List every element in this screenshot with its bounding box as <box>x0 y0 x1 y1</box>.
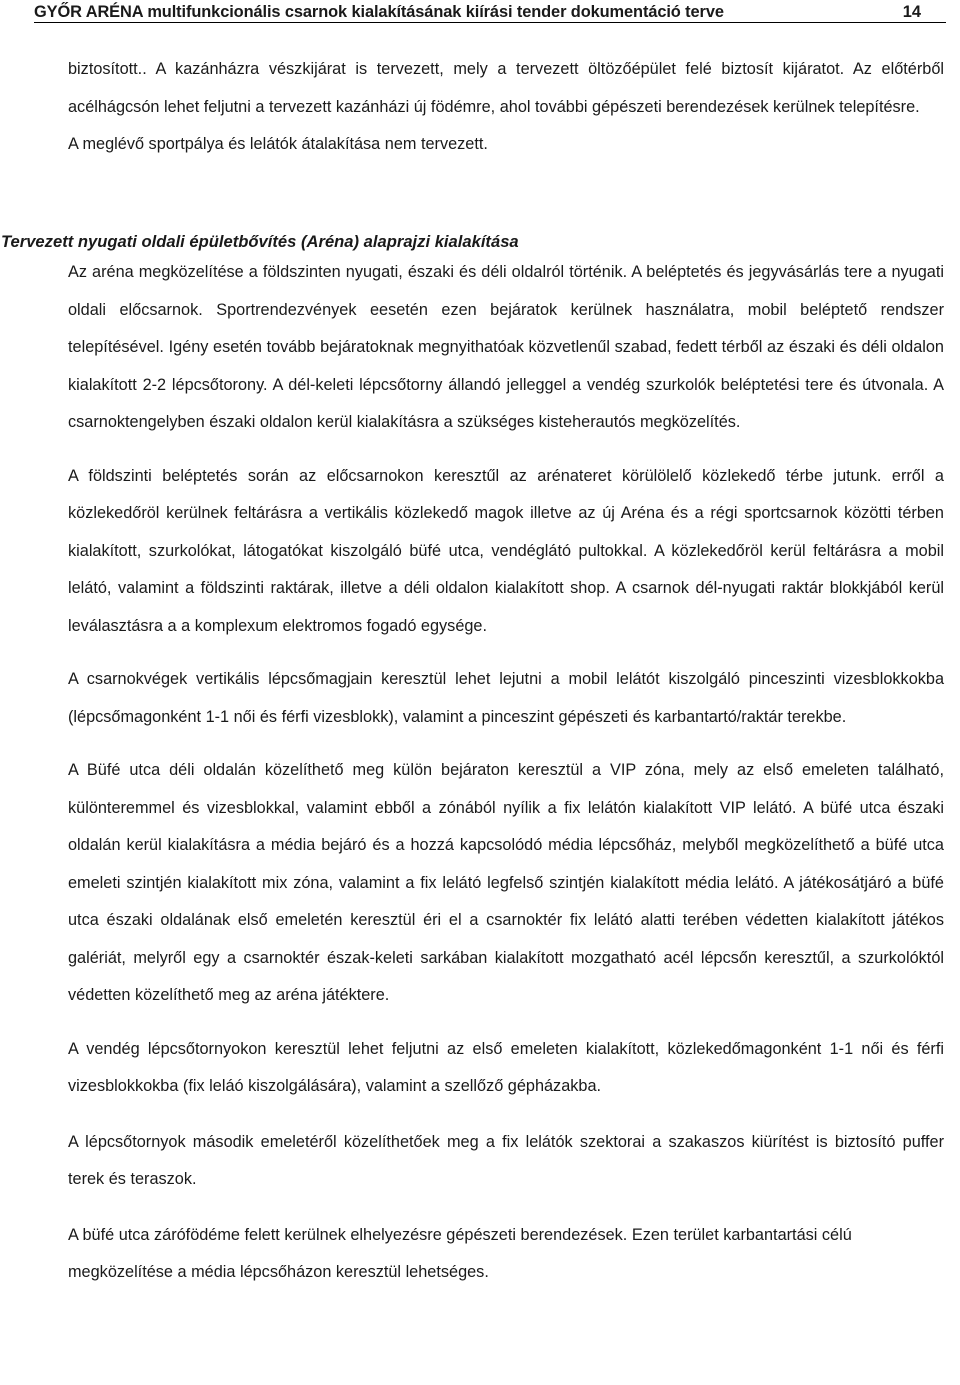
body-paragraph: A földszinti beléptetés során az előcsarnokon keresztűl az arénateret körülölelő közlekedő térbe jutunk. erről a közlekedőröl kerülnek feltárásra a vertikális közlekedő magok illetve az új Aréna és a régi sportcsarnok közötti térben kialakított, szurkolókat, látogatókat kiszolgáló büfé utca, vendéglátó pultokkal. A közlekedőröl kerül feltárásra a mobil lelátó, valamint a földszinti raktárak, illetve a déli oldalon kialakított shop. A csarnok dél-nyugati raktár blokkjából kerül leválasztásra a a komplexum elektromos fogadó egysége. <box>68 466 944 635</box>
document-title: GYŐR ARÉNA multifunkcionális csarnok kialakításának kiírási tender dokumentáció terve <box>34 3 724 21</box>
body-paragraph: A Büfé utca déli oldalán közelíthető meg külön bejáraton keresztül a VIP zóna, mely az első emeleten található, különteremmel és vizesblokkal, valamint ebből a zónából nyílik a fix lelátón kialakított VIP lelátó. A büfé utca északi oldalán kerül kialakításra a média bejáró és a hozzá kapcsolódó média lépcsőház, melyből megközelíthető a büfé utca emeleti szintjén kialakított mix zóna, valamint a fix lelátó legfelső szintjén kialakított média lelátó. A játékosátjáró a büfé utca északi oldalának első emeletén keresztül éri el a csarnoktér fix lelátó alatti terében védetten kialakított játékos galériát, melyről egy a csarnoktér észak-keleti sarkában kialakított mozgatható acél lépcsőn keresztűl, a szurkolóktól védetten közelíthető meg az aréna játéktere. <box>68 761 944 1004</box>
body-paragraph: A vendég lépcsőtornyokon keresztül lehet feljutni az első emeleten kialakított, közlekedőmagonként 1-1 női és férfi vizesblokkokba (fix leláó kiszolgálására), valamint a szellőző gépházakba. <box>68 1039 944 1095</box>
intro-paragraph: biztosított.. A kazánházra vészkijárat is tervezett, mely a tervezett öltözőépület felé biztosít kijáratot. Az előtérből acélhágcsón lehet feljutni a tervezett kazánházi új födémre, ahol további gépészeti berendezések kerülnek telepítésre. <box>68 60 944 116</box>
body-paragraph: A büfé utca zárófödéme felett kerülnek elhelyezésre gépészeti berendezések. Ezen terület karbantartási célú megközelítése a média lépcsőházon keresztül lehetséges. <box>68 1225 852 1281</box>
section-body <box>68 254 944 1292</box>
body-paragraph: Az aréna megközelítése a földszinten nyugati, északi és déli oldalról történik. A beléptetés és jegyvásárlás tere a nyugati oldali előcsarnok. Sportrendezvények eesetén ezen bejáratok kerülnek használatra, mobil beléptető rendszer telepítésével. Igény esetén tovább bejáratoknak megnyithatóak közvetlenűl szabad, fedett térből az északi és déli oldalon kialakított 2-2 lépcsőtorony. A dél-keleti lépcsőtorny állandó jelleggel a vendég szurkolók beléptetési tere és útvonala. A csarnoktengelyben északi oldalon kerül kialakításra a szükséges kisteherautós megközelítés. <box>68 263 944 431</box>
intro-paragraph: A meglévő sportpálya és lelátók átalakítása nem tervezett. <box>68 135 488 153</box>
section-heading: Tervezett nyugati oldali épületbővítés (Aréna) alaprajzi kialakítása <box>1 232 519 251</box>
page-header <box>34 2 946 23</box>
body-paragraph: A lépcsőtornyok második emeletéről közelíthetőek meg a fix lelátók szektorai a szakaszos kiürítést is biztosító puffer terek és teraszok. <box>68 1132 944 1188</box>
body-paragraph: A csarnokvégek vertikális lépcsőmagjain keresztül lehet lejutni a mobil lelátót kiszolgáló pinceszinti vizesblokkokba (lépcsőmagonként 1-1 női és férfi vizesblokk), valamint a pinceszint gépészeti és karbantartó/raktár terekbe. <box>68 670 944 726</box>
intro-text <box>68 51 944 164</box>
page-number: 14 <box>902 3 921 21</box>
